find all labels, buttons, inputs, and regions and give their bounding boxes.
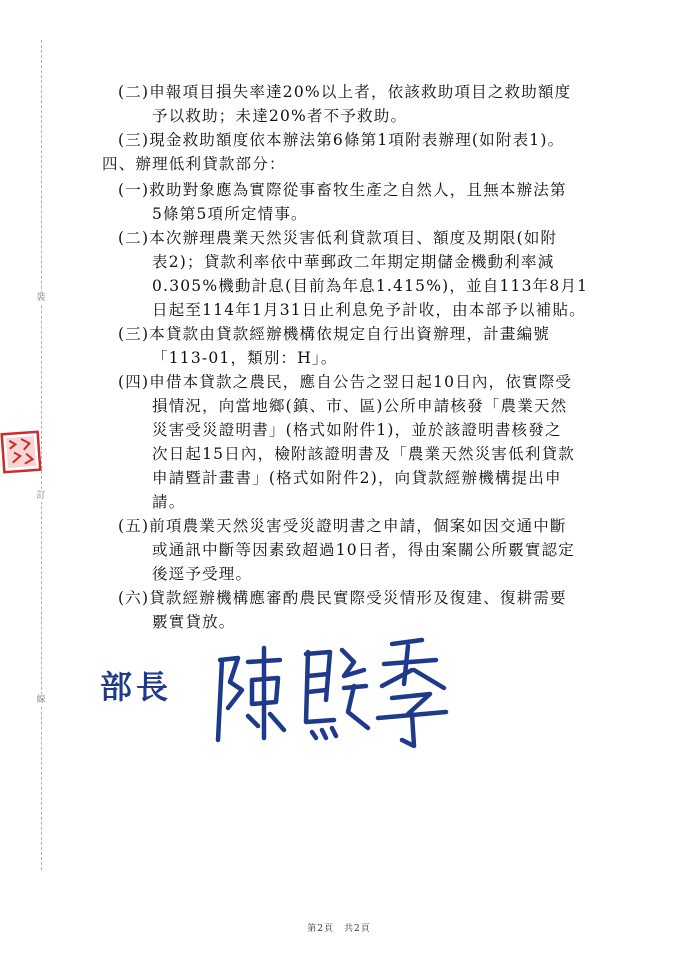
body-line: 日起至114年1月31日止利息免予計收，由本部予以補貼。 bbox=[152, 301, 586, 319]
body-line: 「113-01，類別：H」。 bbox=[152, 349, 338, 367]
binding-mark-top: 裝 bbox=[36, 293, 46, 303]
binding-mark-bottom: 線 bbox=[36, 695, 46, 705]
body-line: 5條第5項所定情事。 bbox=[152, 205, 308, 223]
body-line: 次日起15日內，檢附該證明書及「農業天然災害低利貸款 bbox=[152, 445, 575, 463]
body-line: (三)現金救助額度依本辦法第6條第1項附表辦理(如附表1)。 bbox=[118, 131, 565, 149]
body-line: (二)申報項目損失率達20%以上者，依該救助項目之救助額度 bbox=[118, 83, 572, 101]
body-line: 請。 bbox=[152, 493, 186, 511]
body-line: (五)前項農業天然災害受災證明書之申請，個案如因交通中斷 bbox=[118, 517, 567, 535]
section-heading: 四、辦理低利貸款部分： bbox=[102, 155, 286, 173]
red-seal-stamp bbox=[0, 429, 43, 476]
body-line: 後逕予受理。 bbox=[152, 565, 253, 583]
body-line: 損情況，向當地鄉(鎮、市、區)公所申請核發「農業天然 bbox=[152, 397, 568, 415]
body-line: 0.305%機動計息(目前為年息1.415%)，並自113年8月1 bbox=[152, 277, 589, 295]
body-line: (三)本貸款由貸款經辦機構依規定自行出資辦理，計畫編號 bbox=[118, 325, 550, 343]
body-line: (四)申借本貸款之農民，應自公告之翌日起10日內，依實際受 bbox=[118, 373, 573, 391]
body-line: (一)救助對象應為實際從事畜牧生產之自然人，且無本辦法第 bbox=[118, 181, 567, 199]
body-line: 予以救助；未達20%者不予救助。 bbox=[152, 107, 408, 125]
body-line: (六)貸款經辦機構應審酌農民實際受災情形及復建、復耕需要 bbox=[118, 589, 567, 607]
body-line: 或通訊中斷等因素致超過10日者，得由案關公所覈實認定 bbox=[152, 541, 575, 559]
body-line: 災害受災證明書」(格式如附件1)，並於該證明書核發之 bbox=[152, 421, 562, 439]
minister-title: 部長 bbox=[100, 668, 173, 706]
page-footer: 第2頁 共2頁 bbox=[307, 924, 371, 934]
body-line: 覈實貸放。 bbox=[152, 613, 236, 631]
handwritten-signature bbox=[208, 630, 453, 750]
binding-mark-middle: 訂 bbox=[36, 491, 46, 501]
body-line: 申請暨計畫書」(格式如附件2)，向貸款經辦機構提出申 bbox=[152, 469, 562, 487]
body-line: (二)本次辦理農業天然災害低利貸款項目、額度及期限(如附 bbox=[118, 229, 558, 247]
body-line: 表2)；貸款利率依中華郵政二年期定期儲金機動利率減 bbox=[152, 253, 555, 271]
